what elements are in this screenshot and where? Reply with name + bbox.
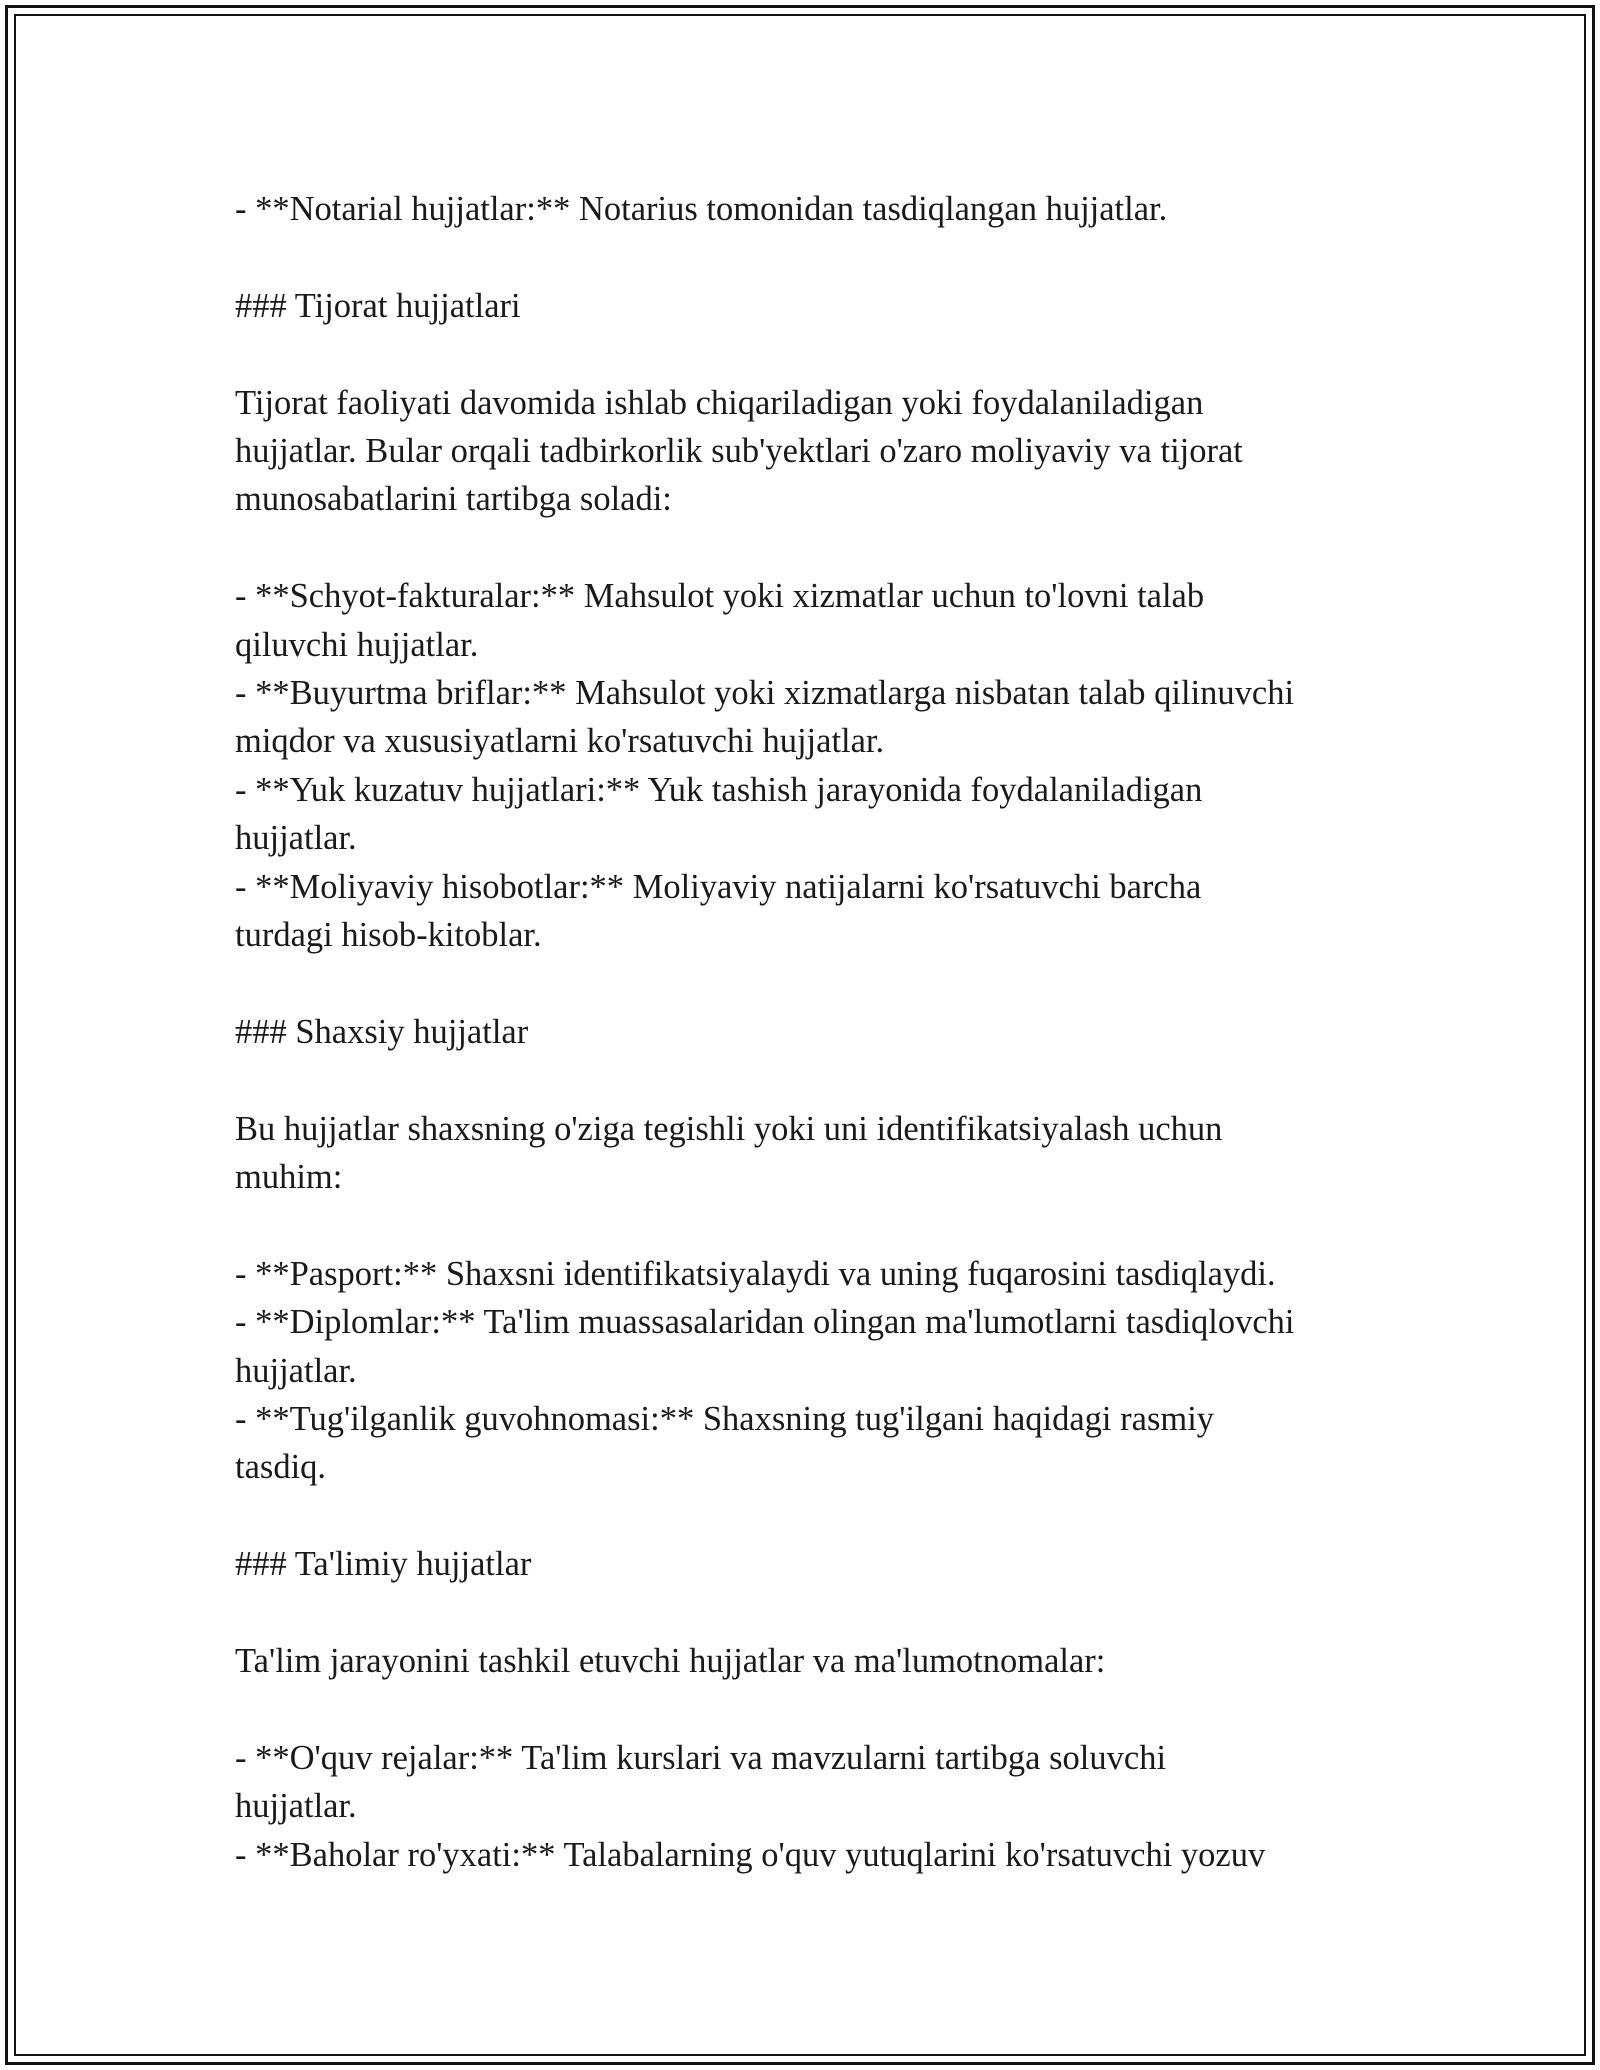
- paragraph-gap: [235, 330, 1385, 378]
- text-line: tasdiq.: [235, 1448, 327, 1487]
- text-line: - **Diplomlar:** Ta'lim muassasalaridan olingan ma'lumotlarni tasdiqlovchi: [235, 1303, 1295, 1342]
- paragraph-gap: [235, 1589, 1385, 1637]
- text-line: miqdor va xususiyatlarni ko'rsatuvchi hujjatlar.: [235, 722, 885, 761]
- text-line: ### Ta'limiy hujjatlar: [235, 1545, 532, 1584]
- text-line: Ta'lim jarayonini tashkil etuvchi hujjatlar va ma'lumotnomalar:: [235, 1642, 1106, 1681]
- paragraph-gap: [235, 1492, 1385, 1540]
- paragraph-gap: [235, 1685, 1385, 1733]
- document-body: [235, 185, 1385, 1879]
- paragraph-gap: [235, 959, 1385, 1007]
- text-line: - **Baholar ro'yxati:** Talabalarning o'quv yutuqlarini ko'rsatuvchi yozuv: [235, 1835, 1266, 1874]
- text-line: qiluvchi hujjatlar.: [235, 625, 479, 664]
- text-line: ### Shaxsiy hujjatlar: [235, 1012, 529, 1051]
- text-line: turdagi hisob-kitoblar.: [235, 916, 542, 955]
- paragraph-gap: [235, 1056, 1385, 1104]
- text-line: muhim:: [235, 1158, 343, 1197]
- text-line: - **Moliyaviy hisobotlar:** Moliyaviy natijalarni ko'rsatuvchi barcha: [235, 867, 1202, 906]
- text-line: - **Pasport:** Shaxsni identifikatsiyalaydi va uning fuqarosini tasdiqlaydi.: [235, 1254, 1276, 1293]
- text-line: - **O'quv rejalar:** Ta'lim kurslari va mavzularni tartibga soluvchi: [235, 1738, 1167, 1777]
- text-line: - **Notarial hujjatlar:** Notarius tomonidan tasdiqlangan hujjatlar.: [235, 190, 1168, 228]
- paragraph-gap: [235, 524, 1385, 572]
- paragraph-gap: [235, 1201, 1385, 1249]
- text-line: - **Schyot-fakturalar:** Mahsulot yoki xizmatlar uchun to'lovni talab: [235, 577, 1205, 616]
- text-line: hujjatlar. Bular orqali tadbirkorlik sub'yektlari o'zaro moliyaviy va tijorat: [235, 432, 1243, 470]
- paragraph-gap: [235, 233, 1385, 281]
- text-line: - **Buyurtma briflar:** Mahsulot yoki xizmatlarga nisbatan talab qilinuvchi: [235, 674, 1295, 713]
- text-line: Bu hujjatlar shaxsning o'ziga tegishli yoki uni identifikatsiyalash uchun: [235, 1109, 1223, 1148]
- text-line: hujjatlar.: [235, 819, 357, 858]
- text-line: hujjatlar.: [235, 1351, 357, 1390]
- text-line: munosabatlarini tartibga soladi:: [235, 480, 672, 519]
- text-line: Tijorat faoliyati davomida ishlab chiqariladigan yoki foydalaniladigan: [235, 383, 1204, 422]
- text-line: ### Tijorat hujjatlari: [235, 286, 521, 325]
- text-line: - **Yuk kuzatuv hujjatlari:** Yuk tashish jarayonida foydalaniladigan: [235, 770, 1203, 809]
- text-line: - **Tug'ilganlik guvohnomasi:** Shaxsning tug'ilgani haqidagi rasmiy: [235, 1400, 1215, 1439]
- text-line: hujjatlar.: [235, 1787, 357, 1826]
